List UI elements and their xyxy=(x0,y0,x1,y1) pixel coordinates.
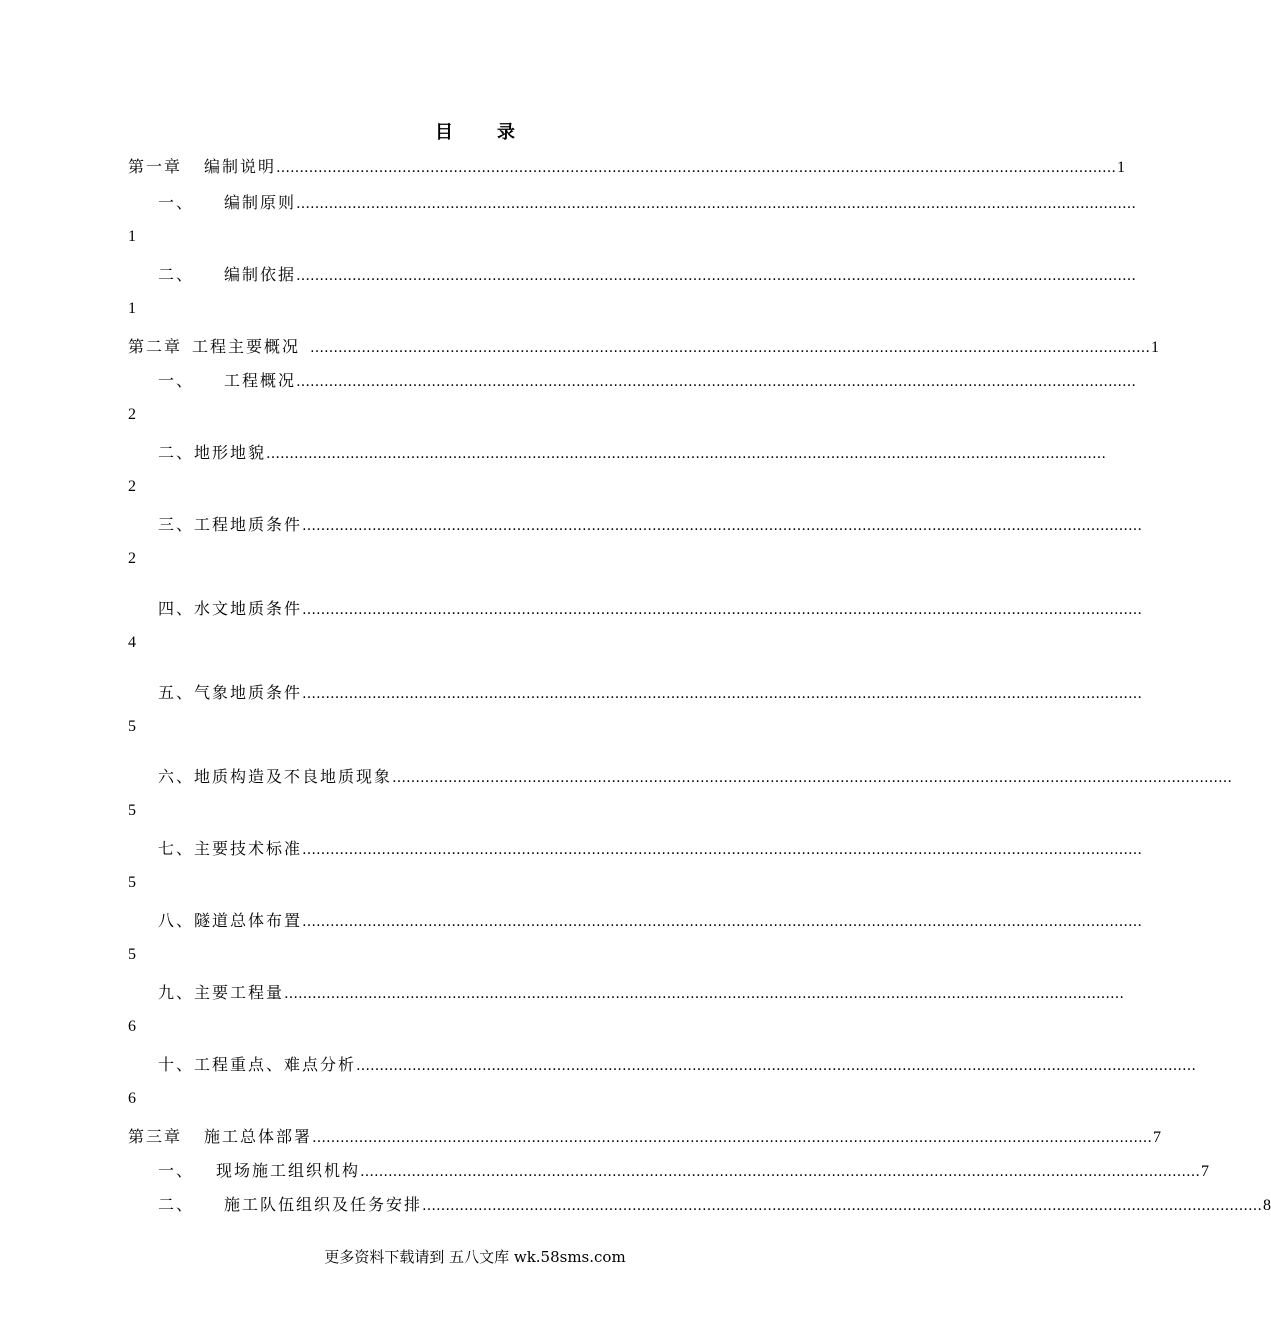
toc-page-number: 8 xyxy=(1263,1197,1271,1214)
toc-leader-dots: ……………………………………………………………………………………………………………………………………………………………… xyxy=(312,1130,1153,1146)
toc-leader-dots: ……………………………………………………………………………………………………………………………………………………………… xyxy=(302,602,1143,618)
toc-page-number: 6 xyxy=(128,1090,136,1107)
toc-section-3-2[interactable] xyxy=(158,1192,1271,1216)
toc-page-number: 4 xyxy=(128,634,136,651)
toc-page-number: 5 xyxy=(128,946,136,963)
title-char-right: 录 xyxy=(497,122,515,143)
toc-page-number: 1 xyxy=(1117,159,1126,176)
toc-label: 九、主要工程量 xyxy=(158,983,285,1002)
toc-section-2-8[interactable] xyxy=(158,908,1143,932)
toc-label: 二、地形地貌 xyxy=(158,443,267,462)
toc-leader-dots: ……………………………………………………………………………………………………………………………………………………………… xyxy=(284,986,1125,1002)
toc-leader-dots: ……………………………………………………………………………………………………………………………………………………………… xyxy=(296,196,1137,212)
title-char-left: 目 xyxy=(435,122,453,143)
toc-leader-dots: ……………………………………………………………………………………………………………………………………………………………… xyxy=(302,518,1143,534)
footer-note: 更多资料下载请到 五八文库 wk.58sms.com xyxy=(324,1248,626,1266)
toc-section-2-7[interactable] xyxy=(158,836,1143,860)
toc-page-number: 2 xyxy=(128,478,136,495)
toc-page-number: 7 xyxy=(1153,1129,1162,1146)
toc-leader-dots: ……………………………………………………………………………………………………………………………………………………………… xyxy=(310,340,1151,356)
toc-chapter-1[interactable] xyxy=(128,154,1126,178)
toc-label: 二、 编制依据 xyxy=(158,265,297,284)
toc-page-number: 1 xyxy=(128,300,136,317)
toc-label: 十、工程重点、难点分析 xyxy=(158,1055,357,1074)
toc-page-number: 5 xyxy=(128,874,136,891)
toc-section-2-2[interactable] xyxy=(158,440,1107,464)
toc-page-number: 2 xyxy=(128,406,136,423)
toc-leader-dots: ……………………………………………………………………………………………………………………………………………………………… xyxy=(360,1164,1201,1180)
toc-label: 四、水文地质条件 xyxy=(158,599,303,618)
toc-leader-dots: ……………………………………………………………………………………………………………………………………………………………… xyxy=(356,1058,1197,1074)
toc-leader-dots: ……………………………………………………………………………………………………………………………………………………………… xyxy=(296,268,1137,284)
toc-label: 第二章 工程主要概况 xyxy=(128,337,301,356)
toc-section-2-9[interactable] xyxy=(158,980,1125,1004)
toc-label: 第三章 施工总体部署 xyxy=(128,1127,313,1146)
toc-page-number: 2 xyxy=(128,550,136,567)
toc-section-1-2[interactable] xyxy=(158,262,1137,286)
page-title xyxy=(0,118,950,144)
toc-chapter-3[interactable] xyxy=(128,1124,1162,1148)
toc-label: 七、主要技术标准 xyxy=(158,839,303,858)
toc-leader-dots: ……………………………………………………………………………………………………………………………………………………………… xyxy=(266,446,1107,462)
toc-leader-dots: ……………………………………………………………………………………………………………………………………………………………… xyxy=(302,914,1143,930)
toc-section-2-6[interactable] xyxy=(158,764,1233,788)
toc-label: 六、地质构造及不良地质现象 xyxy=(158,767,393,786)
toc-leader-dots: ……………………………………………………………………………………………………………………………………………………………… xyxy=(422,1198,1263,1214)
toc-label: 五、气象地质条件 xyxy=(158,683,303,702)
toc-label: 一、 编制原则 xyxy=(158,193,297,212)
toc-page-number: 5 xyxy=(128,718,136,735)
toc-section-2-10[interactable] xyxy=(158,1052,1197,1076)
toc-label: 八、隧道总体布置 xyxy=(158,911,303,930)
toc-label: 三、工程地质条件 xyxy=(158,515,303,534)
toc-page-number: 1 xyxy=(128,228,136,245)
toc-label: 二、 施工队伍组织及任务安排 xyxy=(158,1195,423,1214)
toc-section-2-1[interactable] xyxy=(158,368,1137,392)
toc-label: 第一章 编制说明 xyxy=(128,157,277,176)
toc-page-number: 5 xyxy=(128,802,136,819)
toc-section-2-5[interactable] xyxy=(158,680,1143,704)
toc-label: 一、 工程概况 xyxy=(158,371,297,390)
toc-page-number: 6 xyxy=(128,1018,136,1035)
toc-leader-dots: ……………………………………………………………………………………………………………………………………………………………… xyxy=(302,686,1143,702)
toc-section-2-4[interactable] xyxy=(158,596,1143,620)
toc-label: 一、 现场施工组织机构 xyxy=(158,1161,361,1180)
toc-page-number: 7 xyxy=(1201,1163,1210,1180)
toc-section-3-1[interactable] xyxy=(158,1158,1210,1182)
toc-section-2-3[interactable] xyxy=(158,512,1143,536)
toc-leader-dots: ……………………………………………………………………………………………………………………………………………………………… xyxy=(302,842,1143,858)
toc-chapter-2[interactable] xyxy=(128,334,1160,358)
toc-leader-dots: ……………………………………………………………………………………………………………………………………………………………… xyxy=(296,374,1137,390)
toc-section-1-1[interactable] xyxy=(158,190,1137,214)
toc-page-number: 1 xyxy=(1151,339,1160,356)
toc-leader-dots: ……………………………………………………………………………………………………………………………………………………………… xyxy=(392,770,1233,786)
toc-leader-dots: ……………………………………………………………………………………………………………………………………………………………… xyxy=(276,160,1117,176)
